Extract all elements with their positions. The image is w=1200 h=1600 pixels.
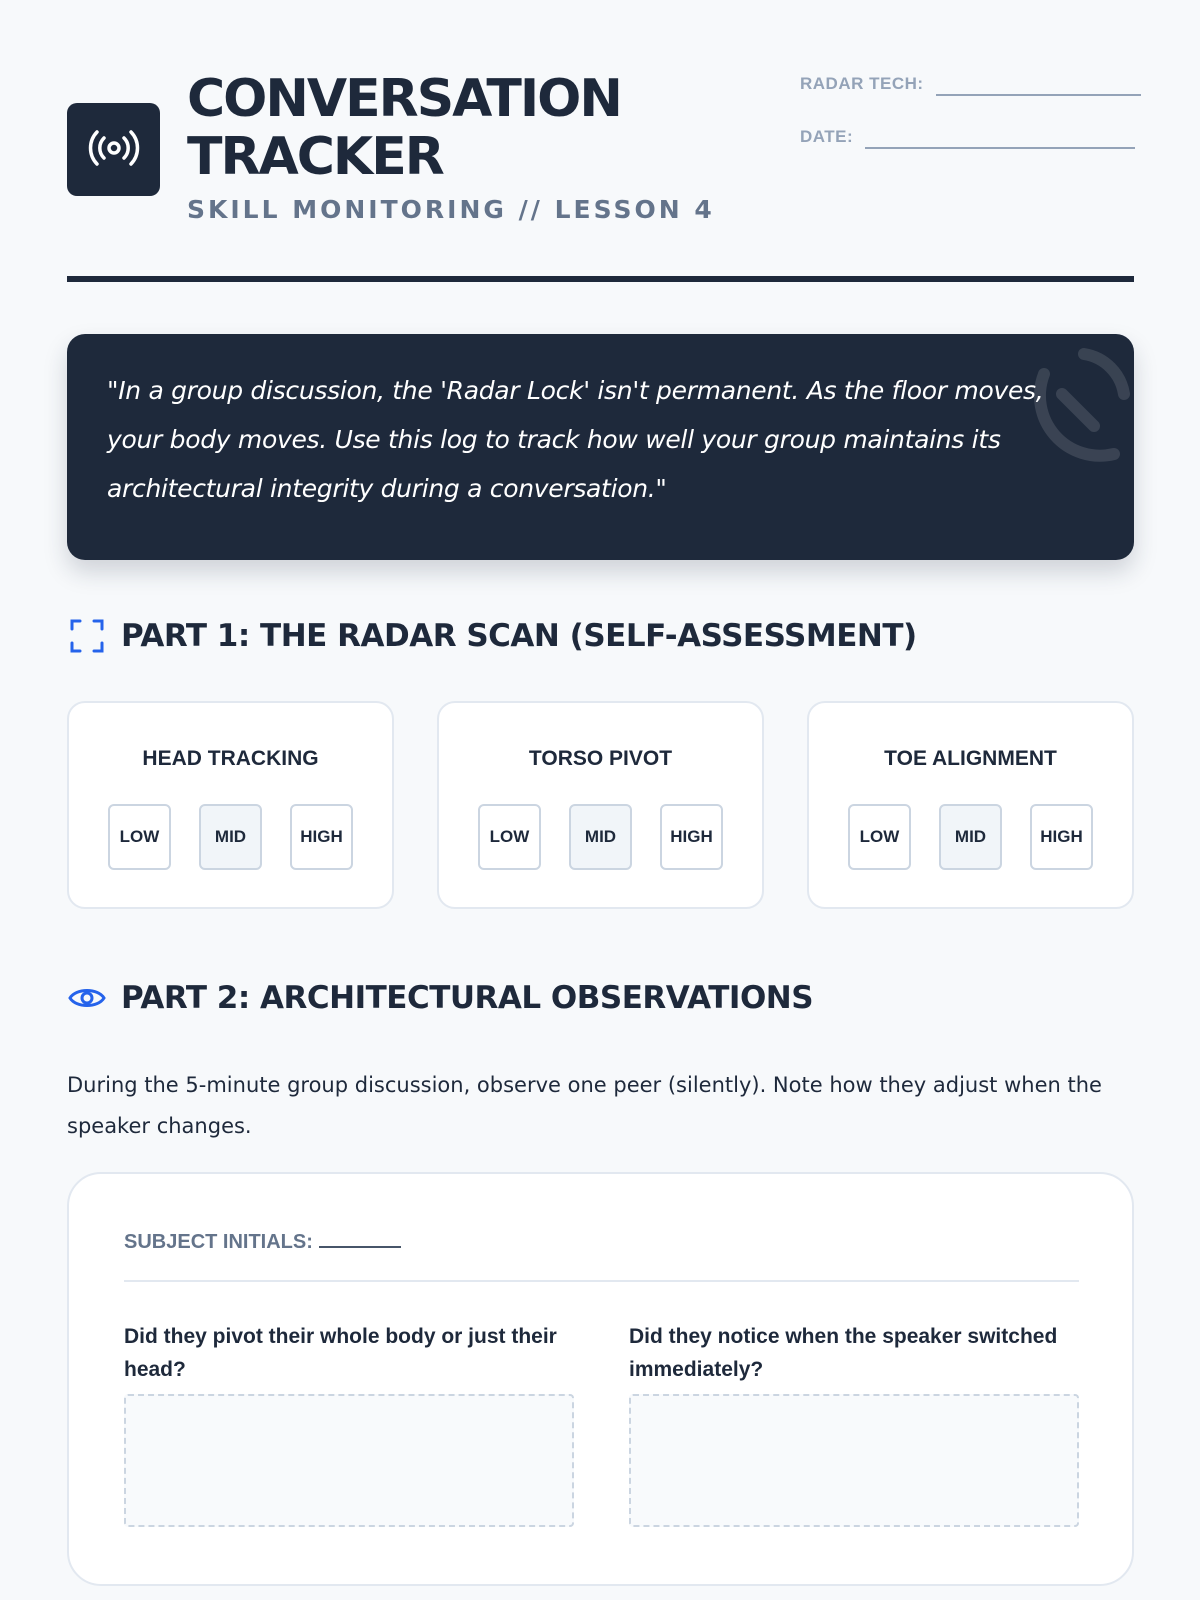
eye-icon [67, 978, 107, 1018]
intro-quote-panel [67, 334, 1134, 560]
part2-instructions: During the 5-minute group discussion, observe one peer (silently). Note how they adjust when the speaker changes. [67, 1073, 1102, 1138]
rating-mid-button[interactable]: MID [199, 804, 262, 870]
part1-heading [67, 616, 917, 656]
rating-options [439, 804, 762, 870]
question-text: Did they pivot their whole body or just their head? [124, 1325, 557, 1381]
date-label: DATE: [800, 127, 854, 146]
rating-high-button[interactable]: HIGH [660, 804, 723, 870]
radar-signal-icon [87, 128, 141, 172]
radar-tech-row [800, 74, 1141, 94]
question-text: Did they notice when the speaker switched immediately? [629, 1325, 1058, 1381]
part2-heading [67, 978, 813, 1018]
question-block-speaker-switch [629, 1320, 1079, 1527]
card-title: TORSO PIVOT [528, 747, 673, 770]
rating-low-button[interactable]: LOW [478, 804, 541, 870]
card-title: HEAD TRACKING [142, 747, 319, 770]
date-field[interactable] [865, 147, 1135, 149]
rating-low-button[interactable]: LOW [108, 804, 171, 870]
page-title: CONVERSATION TRACKER [187, 69, 621, 187]
card-title: TOE ALIGNMENT [884, 747, 1057, 770]
page-subtitle: SKILL MONITORING // LESSON 4 [187, 195, 715, 224]
part2-title: PART 2: ARCHITECTURAL OBSERVATIONS [121, 980, 814, 1016]
quote-text: "In a group discussion, the 'Radar Lock' isn't permanent. As the floor moves, your body moves. Use this log to track how well your group maintains its architectural integrity during a conversation." [107, 376, 1044, 503]
card-torso-pivot [437, 701, 764, 909]
rating-mid-button[interactable]: MID [939, 804, 1002, 870]
rating-high-button[interactable]: HIGH [1030, 804, 1093, 870]
card-toe-alignment [807, 701, 1134, 909]
radar-tech-field[interactable] [936, 94, 1141, 96]
subject-initials-row [124, 1230, 1079, 1282]
subject-initials-label: SUBJECT INITIALS: [124, 1231, 313, 1253]
logo-badge [67, 103, 160, 196]
rating-options [69, 804, 392, 870]
scan-frame-icon [67, 616, 107, 656]
radar-scan-cards [67, 701, 1134, 909]
answer-box-pivot[interactable] [124, 1394, 574, 1527]
rating-options [809, 804, 1132, 870]
worksheet-page [67, 0, 1134, 1381]
date-row [800, 127, 1135, 147]
rating-mid-button[interactable]: MID [569, 804, 632, 870]
observation-card [67, 1172, 1134, 1586]
subject-initials-field[interactable] [319, 1230, 401, 1248]
card-head-tracking [67, 701, 394, 909]
question-block-pivot [124, 1320, 574, 1527]
rating-high-button[interactable]: HIGH [290, 804, 353, 870]
rating-low-button[interactable]: LOW [848, 804, 911, 870]
radar-tech-label: RADAR TECH: [800, 74, 924, 93]
worksheet-header [67, 0, 1134, 282]
part1-title: PART 1: THE RADAR SCAN (SELF-ASSESSMENT) [121, 618, 917, 654]
answer-box-speaker-switch[interactable] [629, 1394, 1079, 1527]
